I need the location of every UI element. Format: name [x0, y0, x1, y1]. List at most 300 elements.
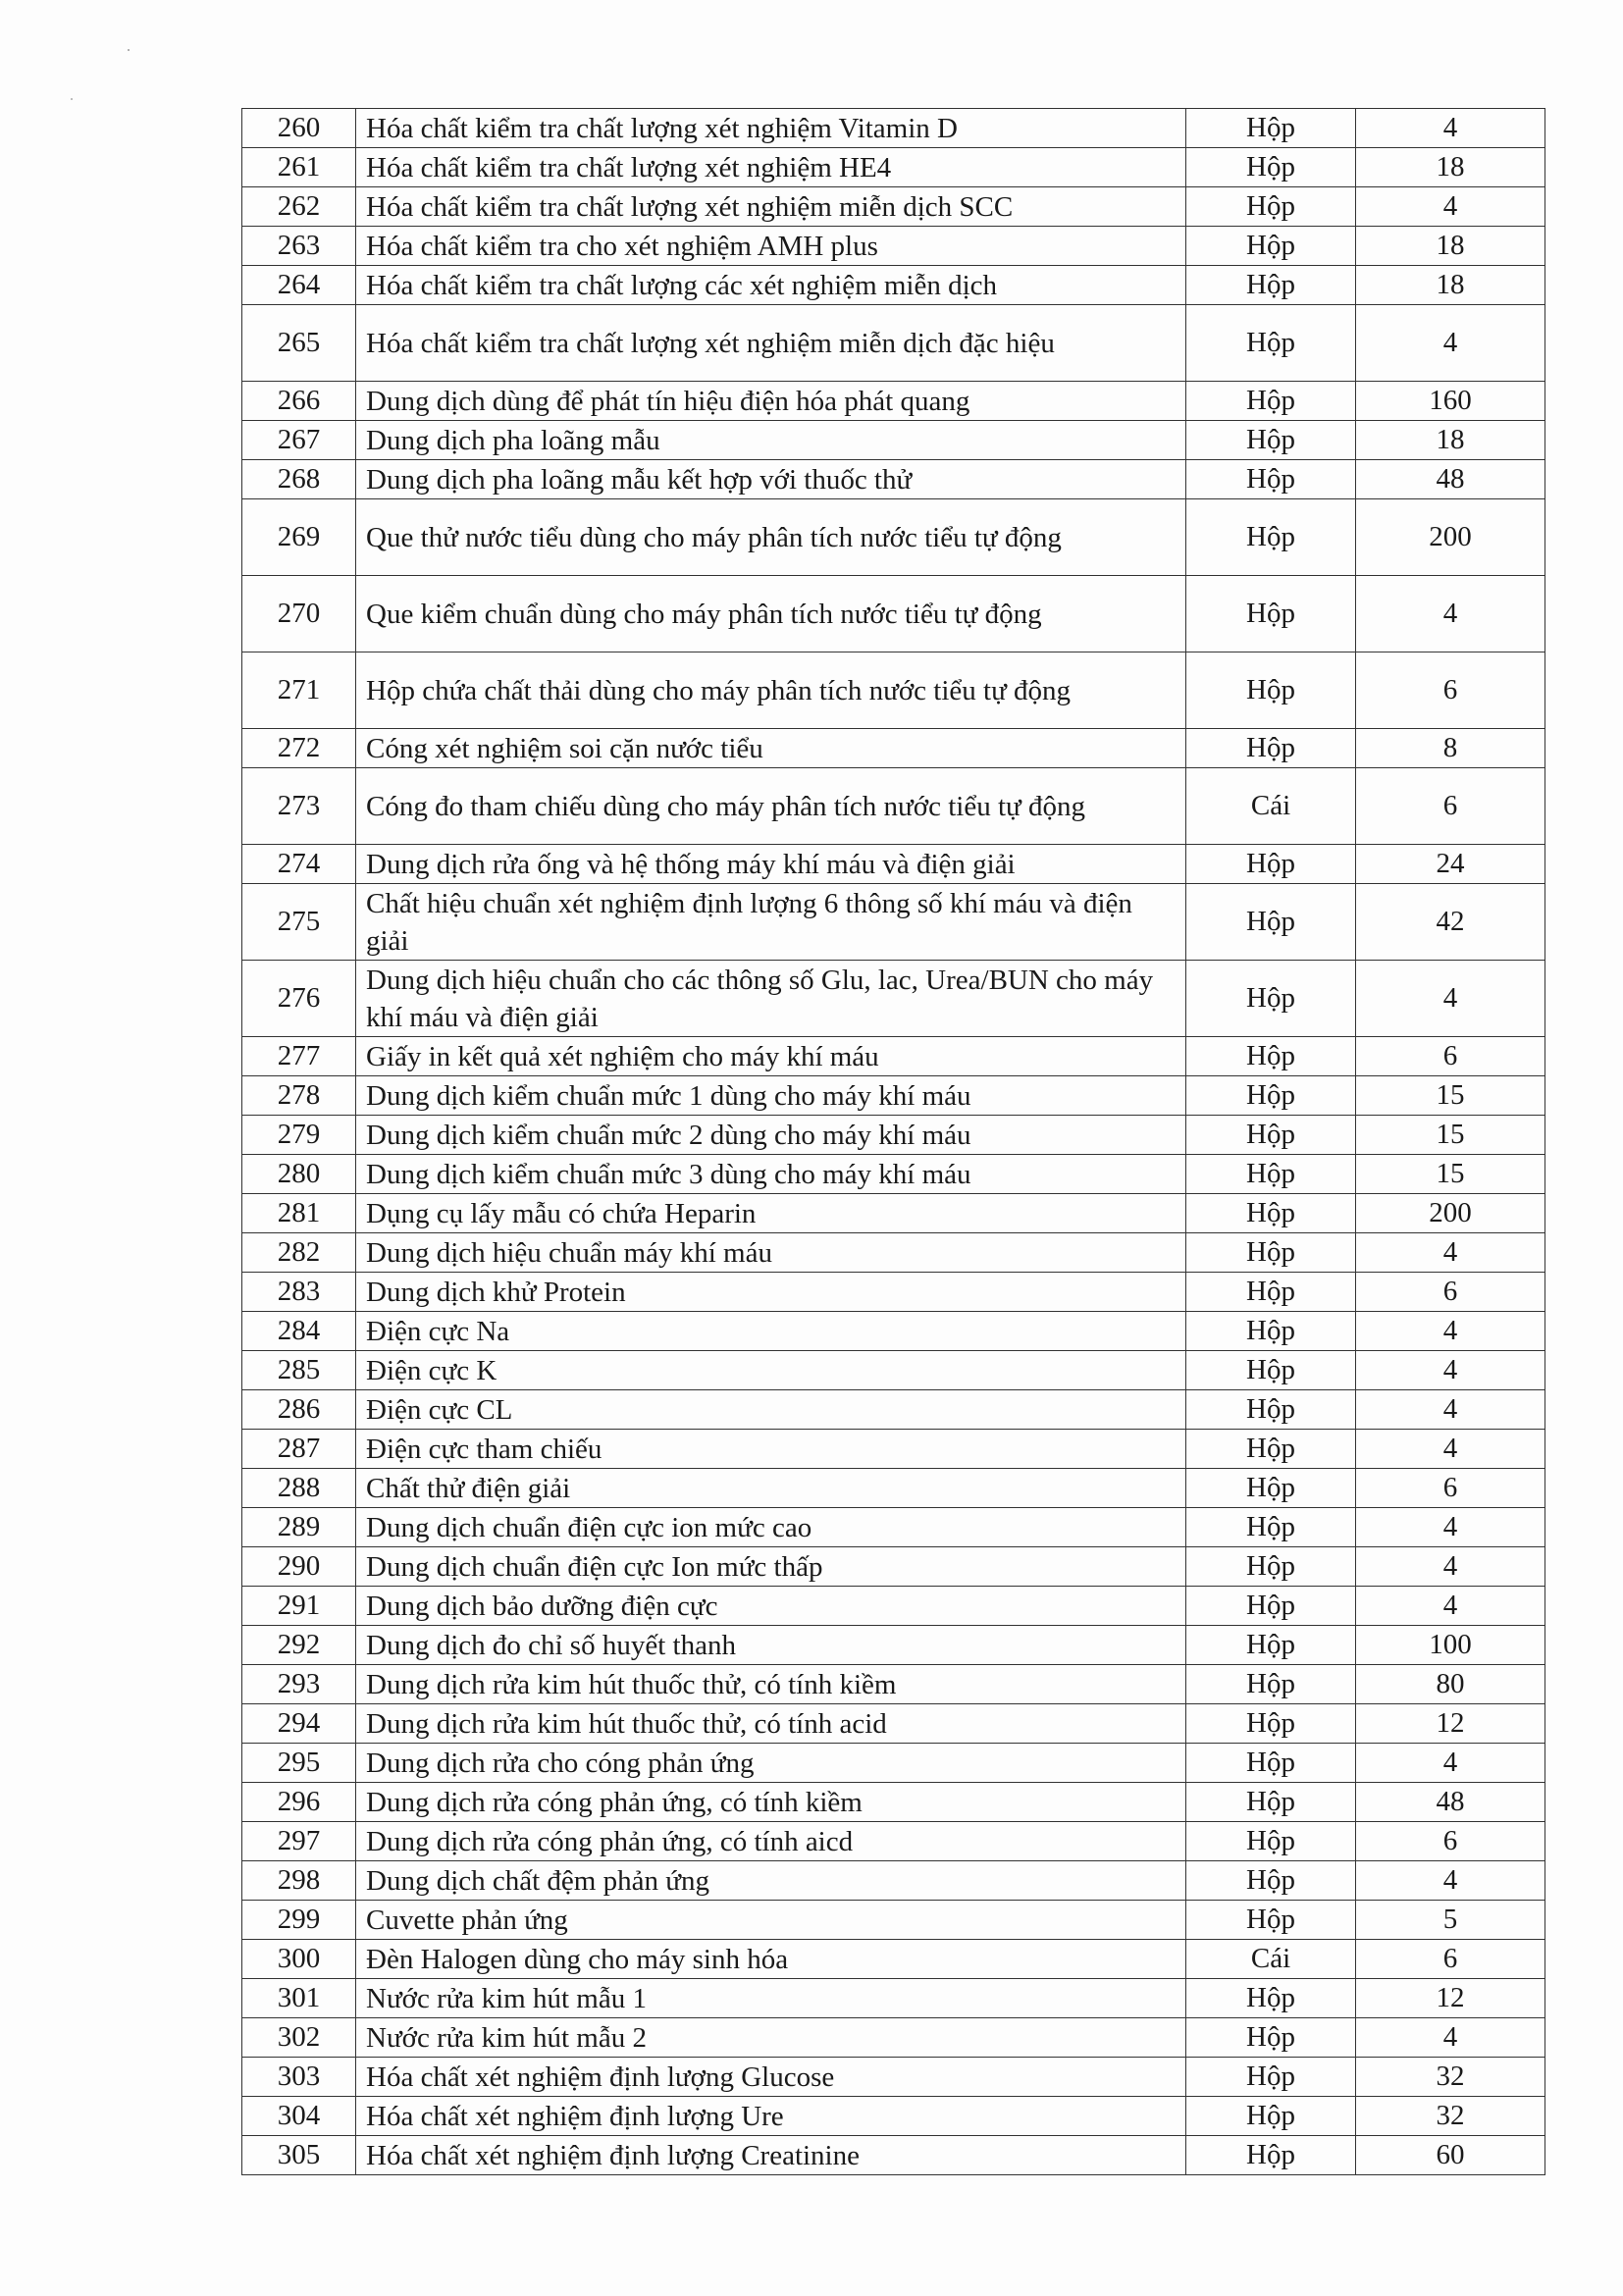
item-unit: Hộp [1246, 385, 1295, 416]
item-quantity-cell [1356, 2136, 1545, 2175]
item-quantity-cell [1356, 1233, 1545, 1273]
item-quantity-cell [1356, 1508, 1545, 1547]
item-name: Dung dịch hiệu chuẩn máy khí máu [366, 1236, 772, 1269]
items-table-body [242, 109, 1545, 2175]
table-row [242, 2058, 1545, 2097]
item-name-cell [356, 1430, 1186, 1469]
item-unit-cell [1186, 1704, 1356, 1744]
item-unit-cell [1186, 961, 1356, 1037]
item-unit-cell [1186, 1469, 1356, 1508]
row-number-cell [242, 1587, 356, 1626]
item-unit: Hộp [1246, 151, 1295, 183]
row-number: 267 [277, 424, 321, 455]
row-number: 299 [277, 1904, 321, 1935]
row-number: 285 [277, 1354, 321, 1385]
item-name: Hóa chất xét nghiệm định lượng Glucose [366, 2061, 835, 2093]
item-quantity-cell [1356, 729, 1545, 768]
item-unit: Hộp [1246, 230, 1295, 261]
row-number-cell [242, 499, 356, 576]
row-number-cell [242, 1116, 356, 1155]
table-row [242, 1076, 1545, 1116]
item-quantity: 24 [1436, 848, 1465, 879]
item-unit: Hộp [1246, 2139, 1295, 2170]
item-quantity-cell [1356, 1783, 1545, 1822]
item-quantity-cell [1356, 1076, 1545, 1116]
item-unit-cell [1186, 845, 1356, 884]
item-name-cell [356, 1312, 1186, 1351]
item-quantity-cell [1356, 227, 1545, 266]
item-quantity-cell [1356, 961, 1545, 1037]
item-unit: Hộp [1246, 598, 1295, 629]
item-quantity: 4 [1442, 1354, 1458, 1385]
item-quantity: 4 [1442, 327, 1458, 358]
row-number-cell [242, 652, 356, 729]
table-row [242, 1430, 1545, 1469]
item-unit-cell [1186, 768, 1356, 845]
table-row [242, 1744, 1545, 1783]
row-number: 289 [277, 1511, 321, 1542]
item-quantity-cell [1356, 1116, 1545, 1155]
item-quantity-cell [1356, 1665, 1545, 1704]
scan-speck [128, 49, 130, 51]
item-name: Hóa chất kiểm tra chất lượng xét nghiệm miễn dịch đặc hiệu [366, 327, 1055, 359]
item-quantity: 4 [1442, 598, 1458, 629]
item-name-cell [356, 1076, 1186, 1116]
item-quantity: 15 [1436, 1119, 1465, 1150]
item-name-cell [356, 382, 1186, 421]
row-number: 298 [277, 1864, 321, 1896]
item-quantity: 4 [1442, 1393, 1458, 1425]
row-number-cell [242, 109, 356, 148]
item-unit-cell [1186, 2058, 1356, 2097]
item-quantity-cell [1356, 2058, 1545, 2097]
item-unit: Hộp [1246, 2061, 1295, 2092]
row-number-cell [242, 1861, 356, 1901]
item-name-cell [356, 2097, 1186, 2136]
item-unit: Hộp [1246, 1550, 1295, 1582]
item-name: Dung dịch rửa cóng phản ứng, có tính aicd [366, 1825, 854, 1857]
table-row [242, 1469, 1545, 1508]
item-name-cell [356, 652, 1186, 729]
item-name-cell [356, 2136, 1186, 2175]
item-unit-cell [1186, 1783, 1356, 1822]
item-unit: Hộp [1246, 1982, 1295, 2013]
row-number-cell [242, 1351, 356, 1390]
table-row [242, 1704, 1545, 1744]
item-unit: Hộp [1246, 190, 1295, 222]
item-unit-cell [1186, 1547, 1356, 1587]
item-name: Dung dịch rửa cho cóng phản ứng [366, 1747, 755, 1779]
item-name: Cóng xét nghiệm soi cặn nước tiểu [366, 732, 763, 764]
row-number-cell [242, 1233, 356, 1273]
item-name-cell [356, 729, 1186, 768]
item-name-cell [356, 1744, 1186, 1783]
item-unit: Hộp [1246, 1629, 1295, 1660]
row-number: 287 [277, 1433, 321, 1464]
item-name-cell [356, 227, 1186, 266]
row-number-cell [242, 1273, 356, 1312]
item-quantity: 4 [1442, 1590, 1458, 1621]
item-name: Nước rửa kim hút mẫu 1 [366, 1982, 647, 2014]
item-name: Dung dịch pha loãng mẫu kết hợp với thuốc thử [366, 463, 913, 496]
item-unit: Hộp [1246, 1354, 1295, 1385]
row-number-cell [242, 305, 356, 382]
item-unit: Hộp [1246, 1119, 1295, 1150]
row-number: 271 [277, 674, 321, 705]
item-quantity: 42 [1436, 906, 1465, 937]
item-name: Điện cực K [366, 1354, 497, 1386]
table-row [242, 1037, 1545, 1076]
item-name-cell [356, 1783, 1186, 1822]
item-quantity: 6 [1442, 674, 1458, 705]
item-unit-cell [1186, 305, 1356, 382]
table-row [242, 1351, 1545, 1390]
row-number: 295 [277, 1747, 321, 1778]
item-name: Que thử nước tiểu dùng cho máy phân tích nước tiểu tự động [366, 521, 1062, 553]
item-unit-cell [1186, 1861, 1356, 1901]
item-unit: Hộp [1246, 327, 1295, 358]
item-unit-cell [1186, 499, 1356, 576]
item-unit-cell [1186, 109, 1356, 148]
item-name-cell [356, 266, 1186, 305]
row-number-cell [242, 2018, 356, 2058]
item-quantity: 18 [1436, 230, 1465, 261]
row-number-cell [242, 1744, 356, 1783]
table-row [242, 421, 1545, 460]
item-name: Đèn Halogen dùng cho máy sinh hóa [366, 1943, 789, 1975]
item-quantity-cell [1356, 1390, 1545, 1430]
item-quantity-cell [1356, 1940, 1545, 1979]
item-unit-cell [1186, 884, 1356, 961]
item-name-cell [356, 1390, 1186, 1430]
item-quantity-cell [1356, 1547, 1545, 1587]
item-name-cell [356, 109, 1186, 148]
item-unit-cell [1186, 1744, 1356, 1783]
item-unit-cell [1186, 2136, 1356, 2175]
row-number-cell [242, 1076, 356, 1116]
table-row [242, 1665, 1545, 1704]
row-number-cell [242, 1155, 356, 1194]
table-row [242, 1783, 1545, 1822]
item-quantity: 6 [1442, 1943, 1458, 1974]
item-unit-cell [1186, 1822, 1356, 1861]
row-number-cell [242, 421, 356, 460]
item-unit-cell [1186, 1430, 1356, 1469]
item-quantity: 200 [1429, 1197, 1472, 1228]
item-unit-cell [1186, 1233, 1356, 1273]
row-number-cell [242, 1312, 356, 1351]
item-unit: Hộp [1246, 1707, 1295, 1739]
item-quantity: 6 [1442, 790, 1458, 821]
row-number-cell [242, 1469, 356, 1508]
row-number: 297 [277, 1825, 321, 1856]
item-name: Dung dịch rửa kim hút thuốc thử, có tính kiềm [366, 1668, 897, 1700]
item-quantity: 4 [1442, 982, 1458, 1014]
item-unit-cell [1186, 382, 1356, 421]
item-unit-cell [1186, 266, 1356, 305]
item-name: Dung dịch hiệu chuẩn cho các thông số Glu, lac, Urea/BUN cho máy khí máu và điện giải [366, 964, 1154, 1033]
row-number: 283 [277, 1276, 321, 1307]
item-unit-cell [1186, 2018, 1356, 2058]
item-quantity-cell [1356, 1901, 1545, 1940]
row-number-cell [242, 1940, 356, 1979]
item-name-cell [356, 1940, 1186, 1979]
table-row [242, 305, 1545, 382]
item-name: Hóa chất xét nghiệm định lượng Ure [366, 2100, 784, 2132]
row-number-cell [242, 266, 356, 305]
row-number: 294 [277, 1707, 321, 1739]
item-unit: Hộp [1246, 1433, 1295, 1464]
item-name: Dung dịch chất đệm phản ứng [366, 1864, 709, 1897]
row-number: 291 [277, 1590, 321, 1621]
item-quantity: 4 [1442, 1236, 1458, 1268]
item-unit: Hộp [1246, 1590, 1295, 1621]
item-quantity: 18 [1436, 269, 1465, 300]
table-row [242, 499, 1545, 576]
item-quantity-cell [1356, 768, 1545, 845]
item-quantity-cell [1356, 1861, 1545, 1901]
item-unit: Hộp [1246, 1825, 1295, 1856]
item-unit: Hộp [1246, 1158, 1295, 1189]
item-quantity-cell [1356, 1979, 1545, 2018]
item-name: Dung dịch khử Protein [366, 1276, 626, 1308]
item-name-cell [356, 1665, 1186, 1704]
item-unit: Hộp [1246, 1276, 1295, 1307]
item-quantity: 12 [1436, 1982, 1465, 2013]
item-name-cell [356, 1273, 1186, 1312]
item-name: Hóa chất kiểm tra chất lượng xét nghiệm HE4 [366, 151, 892, 183]
item-quantity-cell [1356, 1194, 1545, 1233]
item-quantity-cell [1356, 499, 1545, 576]
item-unit: Hộp [1246, 2100, 1295, 2131]
item-quantity-cell [1356, 576, 1545, 652]
item-quantity-cell [1356, 1430, 1545, 1469]
item-unit-cell [1186, 1116, 1356, 1155]
item-quantity: 15 [1436, 1079, 1465, 1111]
item-quantity-cell [1356, 1744, 1545, 1783]
row-number: 277 [277, 1040, 321, 1071]
item-quantity-cell [1356, 1351, 1545, 1390]
item-quantity: 6 [1442, 1472, 1458, 1503]
table-row [242, 884, 1545, 961]
item-quantity: 200 [1429, 521, 1472, 552]
table-row [242, 768, 1545, 845]
row-number: 260 [277, 112, 321, 143]
item-name: Dung dịch kiểm chuẩn mức 2 dùng cho máy khí máu [366, 1119, 971, 1151]
row-number-cell [242, 1822, 356, 1861]
item-unit-cell [1186, 1901, 1356, 1940]
item-unit-cell [1186, 576, 1356, 652]
item-quantity: 100 [1429, 1629, 1472, 1660]
row-number-cell [242, 1704, 356, 1744]
row-number: 272 [277, 732, 321, 763]
item-name-cell [356, 2058, 1186, 2097]
item-name: Giấy in kết quả xét nghiệm cho máy khí máu [366, 1040, 879, 1072]
row-number-cell [242, 2058, 356, 2097]
item-quantity-cell [1356, 2018, 1545, 2058]
table-row [242, 845, 1545, 884]
item-quantity-cell [1356, 1037, 1545, 1076]
item-unit: Cái [1250, 790, 1291, 821]
table-row [242, 1626, 1545, 1665]
item-name: Dung dịch bảo dưỡng điện cực [366, 1590, 718, 1622]
row-number: 265 [277, 327, 321, 358]
item-unit-cell [1186, 1076, 1356, 1116]
row-number-cell [242, 148, 356, 187]
item-quantity: 4 [1442, 190, 1458, 222]
item-quantity-cell [1356, 1626, 1545, 1665]
row-number: 262 [277, 190, 321, 222]
item-name-cell [356, 1587, 1186, 1626]
item-name-cell [356, 460, 1186, 499]
table-row [242, 148, 1545, 187]
item-name-cell [356, 1116, 1186, 1155]
item-name: Điện cực Na [366, 1315, 510, 1347]
item-name-cell [356, 1704, 1186, 1744]
table-row [242, 1587, 1545, 1626]
item-quantity: 48 [1436, 463, 1465, 495]
item-unit-cell [1186, 1351, 1356, 1390]
row-number-cell [242, 1037, 356, 1076]
item-name: Dung dịch đo chỉ số huyết thanh [366, 1629, 736, 1661]
row-number: 280 [277, 1158, 321, 1189]
item-name: Dụng cụ lấy mẫu có chứa Heparin [366, 1197, 757, 1229]
item-quantity: 5 [1442, 1904, 1458, 1935]
row-number-cell [242, 576, 356, 652]
item-quantity-cell [1356, 421, 1545, 460]
item-name-cell [356, 1469, 1186, 1508]
table-row [242, 1861, 1545, 1901]
table-row [242, 1312, 1545, 1351]
scan-speck [71, 98, 73, 100]
item-unit: Cái [1250, 1943, 1291, 1974]
item-name: Điện cực CL [366, 1393, 513, 1426]
row-number-cell [242, 1783, 356, 1822]
item-name-cell [356, 845, 1186, 884]
table-row [242, 1233, 1545, 1273]
row-number-cell [242, 227, 356, 266]
row-number-cell [242, 187, 356, 227]
item-name-cell [356, 1822, 1186, 1861]
item-unit-cell [1186, 1155, 1356, 1194]
item-unit: Hộp [1246, 2021, 1295, 2053]
item-name: Hóa chất kiểm tra chất lượng xét nghiệm miễn dịch SCC [366, 190, 1014, 223]
item-name: Dung dịch kiểm chuẩn mức 3 dùng cho máy khí máu [366, 1158, 971, 1190]
item-name: Điện cực tham chiếu [366, 1433, 602, 1465]
item-unit-cell [1186, 1940, 1356, 1979]
item-unit: Hộp [1246, 521, 1295, 552]
row-number: 292 [277, 1629, 321, 1660]
item-quantity: 8 [1442, 732, 1458, 763]
item-name: Dung dịch chuẩn điện cực ion mức cao [366, 1511, 812, 1543]
row-number-cell [242, 729, 356, 768]
row-number-cell [242, 1665, 356, 1704]
item-unit: Hộp [1246, 1315, 1295, 1346]
row-number: 281 [277, 1197, 321, 1228]
table-row [242, 109, 1545, 148]
table-row [242, 729, 1545, 768]
item-unit: Hộp [1246, 1747, 1295, 1778]
item-quantity-cell [1356, 1469, 1545, 1508]
item-quantity-cell [1356, 266, 1545, 305]
item-unit-cell [1186, 1626, 1356, 1665]
row-number: 286 [277, 1393, 321, 1425]
item-quantity-cell [1356, 1273, 1545, 1312]
item-quantity: 18 [1436, 424, 1465, 455]
item-name: Dung dịch rửa kim hút thuốc thử, có tính acid [366, 1707, 887, 1740]
row-number-cell [242, 1390, 356, 1430]
item-name-cell [356, 576, 1186, 652]
item-unit: Hộp [1246, 1511, 1295, 1542]
item-name: Cuvette phản ứng [366, 1904, 568, 1936]
table-row [242, 1390, 1545, 1430]
table-row [242, 1979, 1545, 2018]
row-number: 264 [277, 269, 321, 300]
item-quantity-cell [1356, 1312, 1545, 1351]
item-unit-cell [1186, 148, 1356, 187]
item-unit: Hộp [1246, 1668, 1295, 1699]
row-number: 305 [277, 2139, 321, 2170]
item-unit-cell [1186, 1312, 1356, 1351]
item-name-cell [356, 1861, 1186, 1901]
item-unit-cell [1186, 729, 1356, 768]
item-quantity: 6 [1442, 1825, 1458, 1856]
item-unit: Hộp [1246, 1236, 1295, 1268]
row-number: 293 [277, 1668, 321, 1699]
item-name: Hộp chứa chất thải dùng cho máy phân tích nước tiểu tự động [366, 674, 1072, 706]
item-name-cell [356, 187, 1186, 227]
item-unit: Hộp [1246, 1786, 1295, 1817]
item-name-cell [356, 1547, 1186, 1587]
item-quantity: 4 [1442, 1315, 1458, 1346]
row-number-cell [242, 768, 356, 845]
item-quantity-cell [1356, 1587, 1545, 1626]
table-row [242, 187, 1545, 227]
item-name-cell [356, 768, 1186, 845]
item-name-cell [356, 1155, 1186, 1194]
item-quantity-cell [1356, 1155, 1545, 1194]
item-quantity: 60 [1436, 2139, 1465, 2170]
item-unit: Hộp [1246, 463, 1295, 495]
row-number: 263 [277, 230, 321, 261]
row-number: 266 [277, 385, 321, 416]
row-number: 275 [277, 906, 321, 937]
row-number-cell [242, 1430, 356, 1469]
item-name-cell [356, 1351, 1186, 1390]
row-number: 304 [277, 2100, 321, 2131]
row-number-cell [242, 1194, 356, 1233]
table-row [242, 2097, 1545, 2136]
item-name: Hóa chất xét nghiệm định lượng Creatinine [366, 2139, 860, 2171]
item-unit: Hộp [1246, 112, 1295, 143]
item-unit-cell [1186, 1587, 1356, 1626]
table-row [242, 382, 1545, 421]
row-number: 268 [277, 463, 321, 495]
item-unit: Hộp [1246, 1472, 1295, 1503]
item-name: Hóa chất kiểm tra chất lượng xét nghiệm Vitamin D [366, 112, 958, 144]
row-number: 288 [277, 1472, 321, 1503]
item-quantity-cell [1356, 652, 1545, 729]
row-number: 282 [277, 1236, 321, 1268]
item-quantity: 6 [1442, 1276, 1458, 1307]
item-quantity: 4 [1442, 1747, 1458, 1778]
item-quantity: 48 [1436, 1786, 1465, 1817]
item-name: Hóa chất kiểm tra chất lượng các xét nghiệm miễn dịch [366, 269, 998, 301]
row-number: 300 [277, 1943, 321, 1974]
item-name: Chất thử điện giải [366, 1472, 571, 1504]
item-name-cell [356, 1508, 1186, 1547]
row-number: 296 [277, 1786, 321, 1817]
